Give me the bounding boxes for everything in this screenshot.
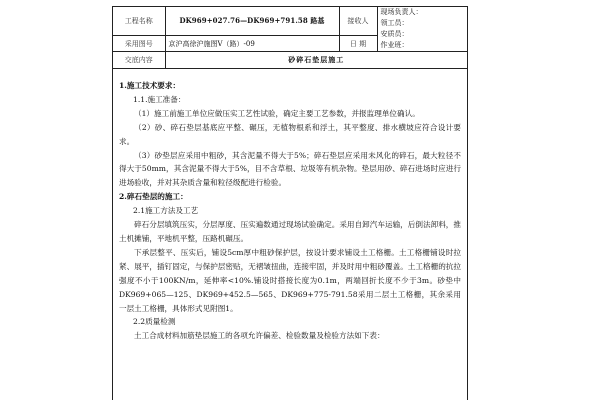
- project-label: 工程名称: [113, 7, 165, 36]
- subsection-2-2: 2.2质量检测: [133, 317, 176, 327]
- sign-line-work-team: 作业班：: [380, 41, 409, 49]
- sign-line-site-manager: 现场负责人：: [380, 8, 423, 16]
- drawing-label: 采用图号: [113, 36, 165, 52]
- sign-line-safety-officer: 安质员：: [380, 30, 409, 38]
- content-label: 交底内容: [113, 52, 165, 69]
- sign-line-foreman: 领工员：: [380, 19, 409, 27]
- paragraph-1-1-2: （2）砂、碎石垫层基底应平整、碾压，无植物根系和浮土，其平整度、排水横坡应符合设计要求。: [119, 122, 461, 146]
- disclosure-topic: 砂碎石垫层施工: [165, 52, 467, 69]
- header-table: [113, 7, 467, 69]
- tech-disclosure-sheet: [112, 6, 468, 400]
- section-1-title: 1.施工技术要求：: [119, 81, 181, 90]
- receiver-label: 接收人: [339, 7, 377, 36]
- paragraph-1-1-3: （3）砂垫层应采用中粗砂，其含泥量不得大于5%；碎石垫层应采用未风化的碎石，最大粒径不得大于50mm，其含泥量不得大于5%，目不含草根、垃圾等有机杂物。垫层用砂、碎石进场时应进行进场验收，并对其杂质含量和粒径级配进行检验。: [119, 150, 461, 188]
- signatures-block: [377, 7, 467, 52]
- paragraph-1-1-1: （1）施工前施工单位应做压实工艺性试验，确定主要工艺参数，并报监理单位确认。: [134, 108, 420, 118]
- subsection-2-1: 2.1施工方法及工艺: [133, 206, 199, 216]
- project-name: DK969+027.76—DK969+791.58 路基: [165, 7, 339, 36]
- subsection-1-1: 1.1.施工准备：: [133, 94, 186, 104]
- paragraph-2-1-2: 下承层整平、压实后，铺设5cm厚中粗砂保护层，按设计要求铺设土工格栅。土工格栅铺设时拉紧、展平，插钉固定，与保护层密贴，无褶皱扭曲，连接牢固，并及时用中粗砂覆盖。土工格栅的抗拉强度不小于100KN/m，延伸率<10%.铺设时搭接长度为0.1m，两端回折长度不少于3m。砂垫中DK969+065—125、DK969+452.5—565、DK969+775-791.58采用二层土工格栅，其余采用一层土工格栅，具体形式见附图1。: [119, 247, 461, 313]
- paragraph-2-2-1: 土工合成材料加筋垫层施工的各项允许偏差、检验数量及检验方法如下表：: [134, 331, 385, 341]
- section-2-title: 2.碎石垫层的施工：: [119, 192, 188, 202]
- disclosure-body: [113, 69, 467, 343]
- drawing-value: 京沪高徐沪施图Ⅴ（路）-09: [165, 36, 339, 52]
- date-label: 日 期: [339, 36, 377, 52]
- paragraph-2-1-1: 碎石分层填筑压实，分层厚度、压实遍数通过现场试验确定。采用自卸汽车运输，后倒法卸料，推土机摊铺，平地机平整，压路机碾压。: [119, 220, 461, 243]
